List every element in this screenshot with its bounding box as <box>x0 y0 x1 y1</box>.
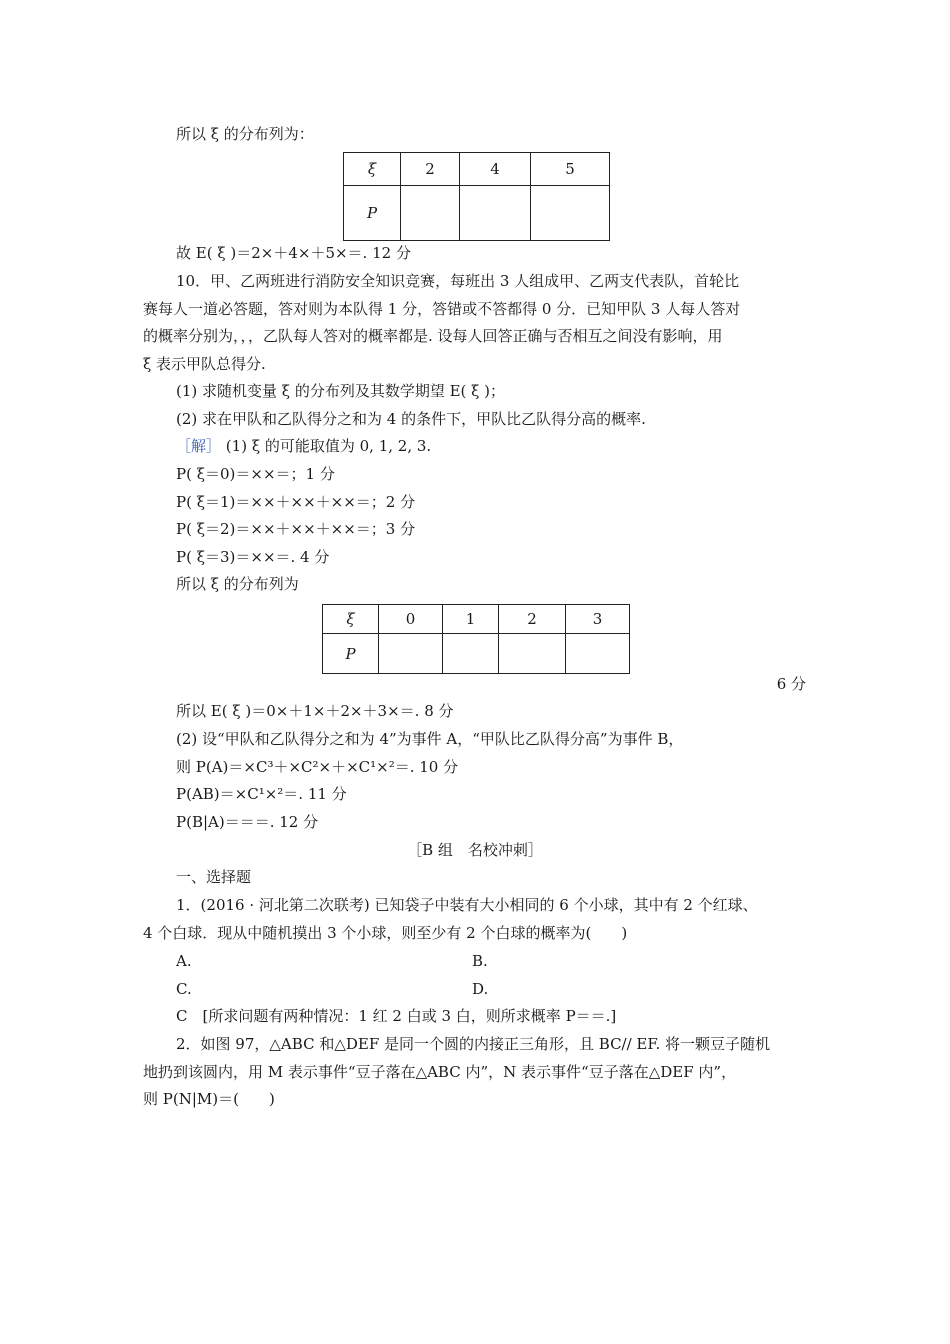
table1-header-2: 2 <box>401 153 460 186</box>
text-line: 地扔到该圆内，用 M 表示事件“豆子落在△ABC 内”，N 表示事件“豆子落在△DEF 内”， <box>143 1063 737 1081</box>
table1-header-4: 4 <box>460 153 531 186</box>
option-d: D. <box>472 980 489 998</box>
table2-header-0: 0 <box>379 605 443 634</box>
table2-cell <box>443 634 499 674</box>
text-line: 一、选择题 <box>176 868 252 886</box>
text-line: 所以 ξ 的分布列为： <box>176 125 314 143</box>
answer-line: C [所求问题有两种情况：1 红 2 白或 3 白，则所求概率 P＝＝.] <box>176 1007 617 1025</box>
text-line: 所以 ξ 的分布列为 <box>176 575 299 593</box>
solution-tag: ［解］ <box>176 437 222 455</box>
text-line: P(AB)＝×C¹×²＝. 11 分 <box>176 785 347 803</box>
score-note: 6 分 <box>776 675 806 693</box>
text-line: P( ξ＝2)＝××＋××＋××＝；3 分 <box>176 520 416 538</box>
table2-header-2: 2 <box>499 605 566 634</box>
text-line: 所以 E( ξ )＝0×＋1×＋2×＋3×＝. 8 分 <box>176 702 454 720</box>
table2-cell <box>499 634 566 674</box>
table2-cell <box>566 634 630 674</box>
text-line: P(B|A)＝＝＝. 12 分 <box>176 813 319 831</box>
table1-cell <box>401 186 460 241</box>
text-line: 1．(2016 · 河北第二次联考) 已知袋子中装有大小相同的 6 个小球，其中有 2 个红球、 <box>176 896 758 914</box>
table1-cell <box>531 186 610 241</box>
table2-header-3: 3 <box>566 605 630 634</box>
text-line: 的概率分别为，，，乙队每人答对的概率都是. 设每人回答正确与否相互之间没有影响，用 <box>143 327 723 345</box>
option-b: B. <box>472 952 488 970</box>
text-line: P( ξ＝1)＝××＋××＋××＝；2 分 <box>176 493 416 511</box>
text-line: 则 P(A)＝×C³＋×C²×＋×C¹×²＝. 10 分 <box>176 758 459 776</box>
text-line: 则 P(N|M)＝( ) <box>143 1090 275 1108</box>
table1-header-5: 5 <box>531 153 610 186</box>
text-line: 2．如图 97，△ABC 和△DEF 是同一个圆的内接正三角形，且 BC// EF. 将一颗豆子随机 <box>176 1035 770 1053</box>
distribution-table-1 <box>343 152 610 241</box>
table1-row-label: P <box>344 186 401 241</box>
text-line: 赛每人一道必答题，答对则为本队得 1 分，答错或不答都得 0 分．已知甲队 3 人每人答对 <box>143 300 741 318</box>
table2-header-1: 1 <box>443 605 499 634</box>
text-line: (2) 设“甲队和乙队得分之和为 4”为事件 A，“甲队比乙队得分高”为事件 B， <box>176 730 684 748</box>
table2-cell <box>379 634 443 674</box>
table1-header-xi: ξ <box>344 153 401 186</box>
solution-text: (1) ξ 的可能取值为 0, 1, 2, 3. <box>225 437 432 455</box>
option-a: A. <box>176 952 192 970</box>
text-line: P( ξ＝3)＝××＝. 4 分 <box>176 548 330 566</box>
text-line: P( ξ＝0)＝××＝；1 分 <box>176 465 335 483</box>
table2-header-xi: ξ <box>323 605 379 634</box>
section-heading: ［B 组 名校冲刺］ <box>407 841 543 859</box>
text-line: (1) 求随机变量 ξ 的分布列及其数学期望 E( ξ )； <box>176 382 506 400</box>
text-line: (2) 求在甲队和乙队得分之和为 4 的条件下，甲队比乙队得分高的概率. <box>176 410 646 428</box>
table1-cell <box>460 186 531 241</box>
text-line: ξ 表示甲队总得分. <box>143 355 266 373</box>
text-line: 10．甲、乙两班进行消防安全知识竞赛，每班出 3 人组成甲、乙两支代表队，首轮比 <box>176 272 740 290</box>
table2-row-label: P <box>323 634 379 674</box>
distribution-table-2 <box>322 604 630 674</box>
solution-line <box>176 436 431 456</box>
option-c: C. <box>176 980 192 998</box>
text-line: 故 E( ξ )＝2×＋4×＋5×＝. 12 分 <box>176 244 411 262</box>
text-line: 4 个白球．现从中随机摸出 3 个小球，则至少有 2 个白球的概率为( ) <box>143 924 628 942</box>
